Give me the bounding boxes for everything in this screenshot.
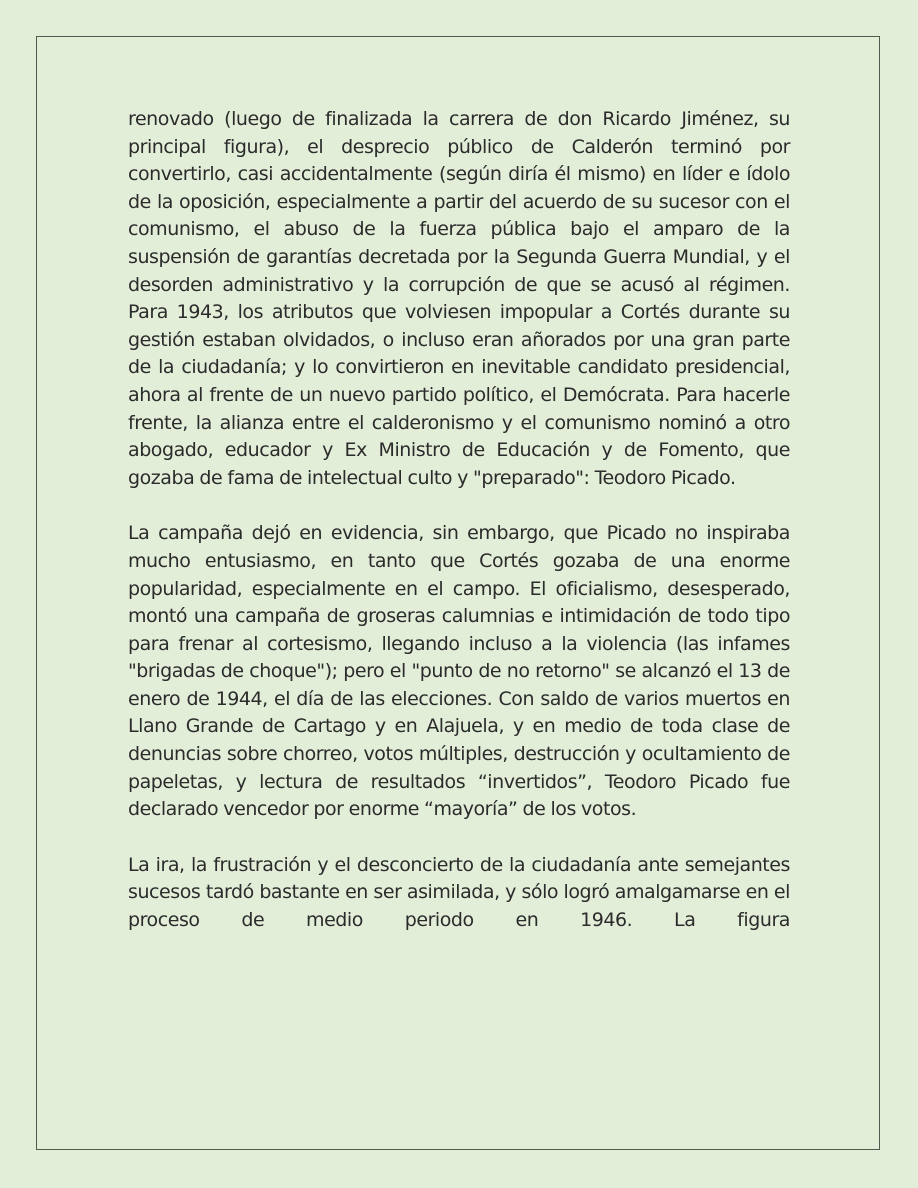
page-border (36, 36, 880, 1150)
paragraph-3: La ira, la frustración y el desconcierto de la ciudadanía ante semejantes sucesos tardó bastante en ser asimilada, y sólo logró amalgamarse en el proceso de medio periodo en 1946. La figura (128, 853, 790, 932)
paragraph-1: renovado (luego de finalizada la carrera de don Ricardo Jiménez, su principal figura), el desprecio público de Calderón terminó por convertirlo, casi accidentalmente (según diría él mismo) en líder e ídolo de la oposición, especialmente a partir del acuerdo de su sucesor con el comunismo, el abuso de la fuerza pública bajo el amparo de la suspensión de garantías decretada por la Segunda Guerra Mundial, y el desorden administrativo y la corrupción de que se acusó al régimen. Para 1943, los atributos que volviesen impopular a Cortés durante su gestión estaban olvidados, o incluso eran añorados por una gran parte de la ciudadanía; y lo convirtieron en inevitable candidato presidencial, ahora al frente de un nuevo partido político, el Demócrata. Para hacerle frente, la alianza entre el calderonismo y el comunismo nominó a otro abogado, educador y Ex Ministro de Educación y de Fomento, que gozaba de fama de intelectual culto y "preparado": Teodoro Picado. (128, 108, 790, 489)
paragraph-2: La campaña dejó en evidencia, sin embargo, que Picado no inspiraba mucho entusiasmo, en tanto que Cortés gozaba de una enorme popularidad, especialmente en el campo. El oficialismo, desesperado, montó una campaña de groseras calumnias e intimidación de todo tipo para frenar al cortesismo, llegando incluso a la violencia (las infames "brigadas de choque"); pero el "punto de no retorno" se alcanzó el 13 de enero de 1944, el día de las elecciones. Con saldo de varios muertos en Llano Grande de Cartago y en Alajuela, y en medio de toda clase de denuncias sobre chorreo, votos múltiples, destrucción y ocultamiento de papeletas, y lectura de resultados “invertidos”, Teodoro Picado fue declarado vencedor por enorme “mayoría” de los votos. (128, 522, 790, 821)
document-body (128, 106, 790, 963)
